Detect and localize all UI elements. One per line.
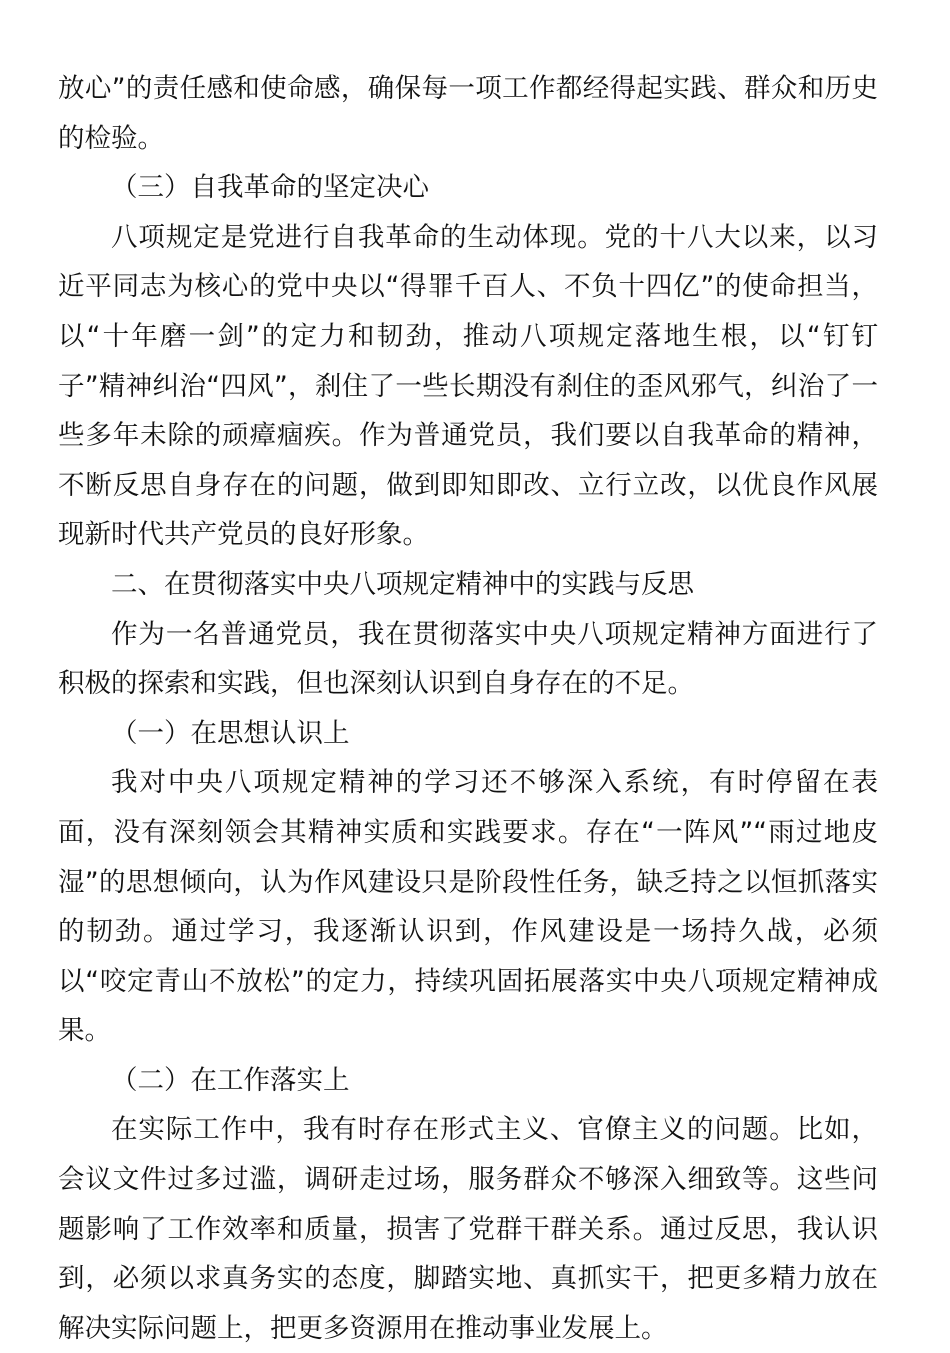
- paragraph-self-revolution: 八项规定是党进行自我革命的生动体现。党的十八大以来，以习近平同志为核心的党中央以“得罪千百人、不负十四亿”的使命担当，以“十年磨一剑”的定力和韧劲，推动八项规定落地生根，以“钉钉子”精神纠治“四风”，刹住了一些长期没有刹住的歪风邪气，纠治了一些多年未除的顽瘴痼疾。作为普通党员，我们要以自我革命的精神，不断反思自身存在的问题，做到即知即改、立行立改，以优良作风展现新时代共产党员的良好形象。: [58, 221, 878, 551]
- paragraph-work-implementation: 在实际工作中，我有时存在形式主义、官僚主义的问题。比如，会议文件过多过滥，调研走过场，服务群众不够深入细致等。这些问题影响了工作效率和质量，损害了党群干群关系。通过反思，我认识到，必须以求真务实的态度，脚踏实地、真抓实干，把更多精力放在解决实际问题上，把更多资源用在推动事业发展上。: [58, 1114, 878, 1344]
- section-heading-practice-reflection: 二、在贯彻落实中央八项规定精神中的实践与反思: [111, 568, 694, 600]
- document-page: [58, 64, 878, 1353]
- paragraph-ideological: 我对中央八项规定精神的学习还不够深入系统，有时停留在表面，没有深刻领会其精神实质和实践要求。存在“一阵风”“雨过地皮湿”的思想倾向，认为作风建设只是阶段性任务，缺乏持之以恒抓落实的韧劲。通过学习，我逐渐认识到，作风建设是一场持久战，必须以“咬定青山不放松”的定力，持续巩固拓展落实中央八项规定精神成果。: [58, 767, 878, 1047]
- section-heading-self-revolution: （三）自我革命的坚定决心: [111, 172, 429, 204]
- section-heading-ideological: （一）在思想认识上: [111, 717, 350, 749]
- paragraph-practice-intro: 作为一名普通党员，我在贯彻落实中央八项规定精神方面进行了积极的探索和实践，但也深刻认识到自身存在的不足。: [58, 618, 878, 700]
- paragraph-continuation: 放心”的责任感和使命感，确保每一项工作都经得起实践、群众和历史的检验。: [58, 73, 878, 154]
- section-heading-work-implementation: （二）在工作落实上: [111, 1064, 350, 1096]
